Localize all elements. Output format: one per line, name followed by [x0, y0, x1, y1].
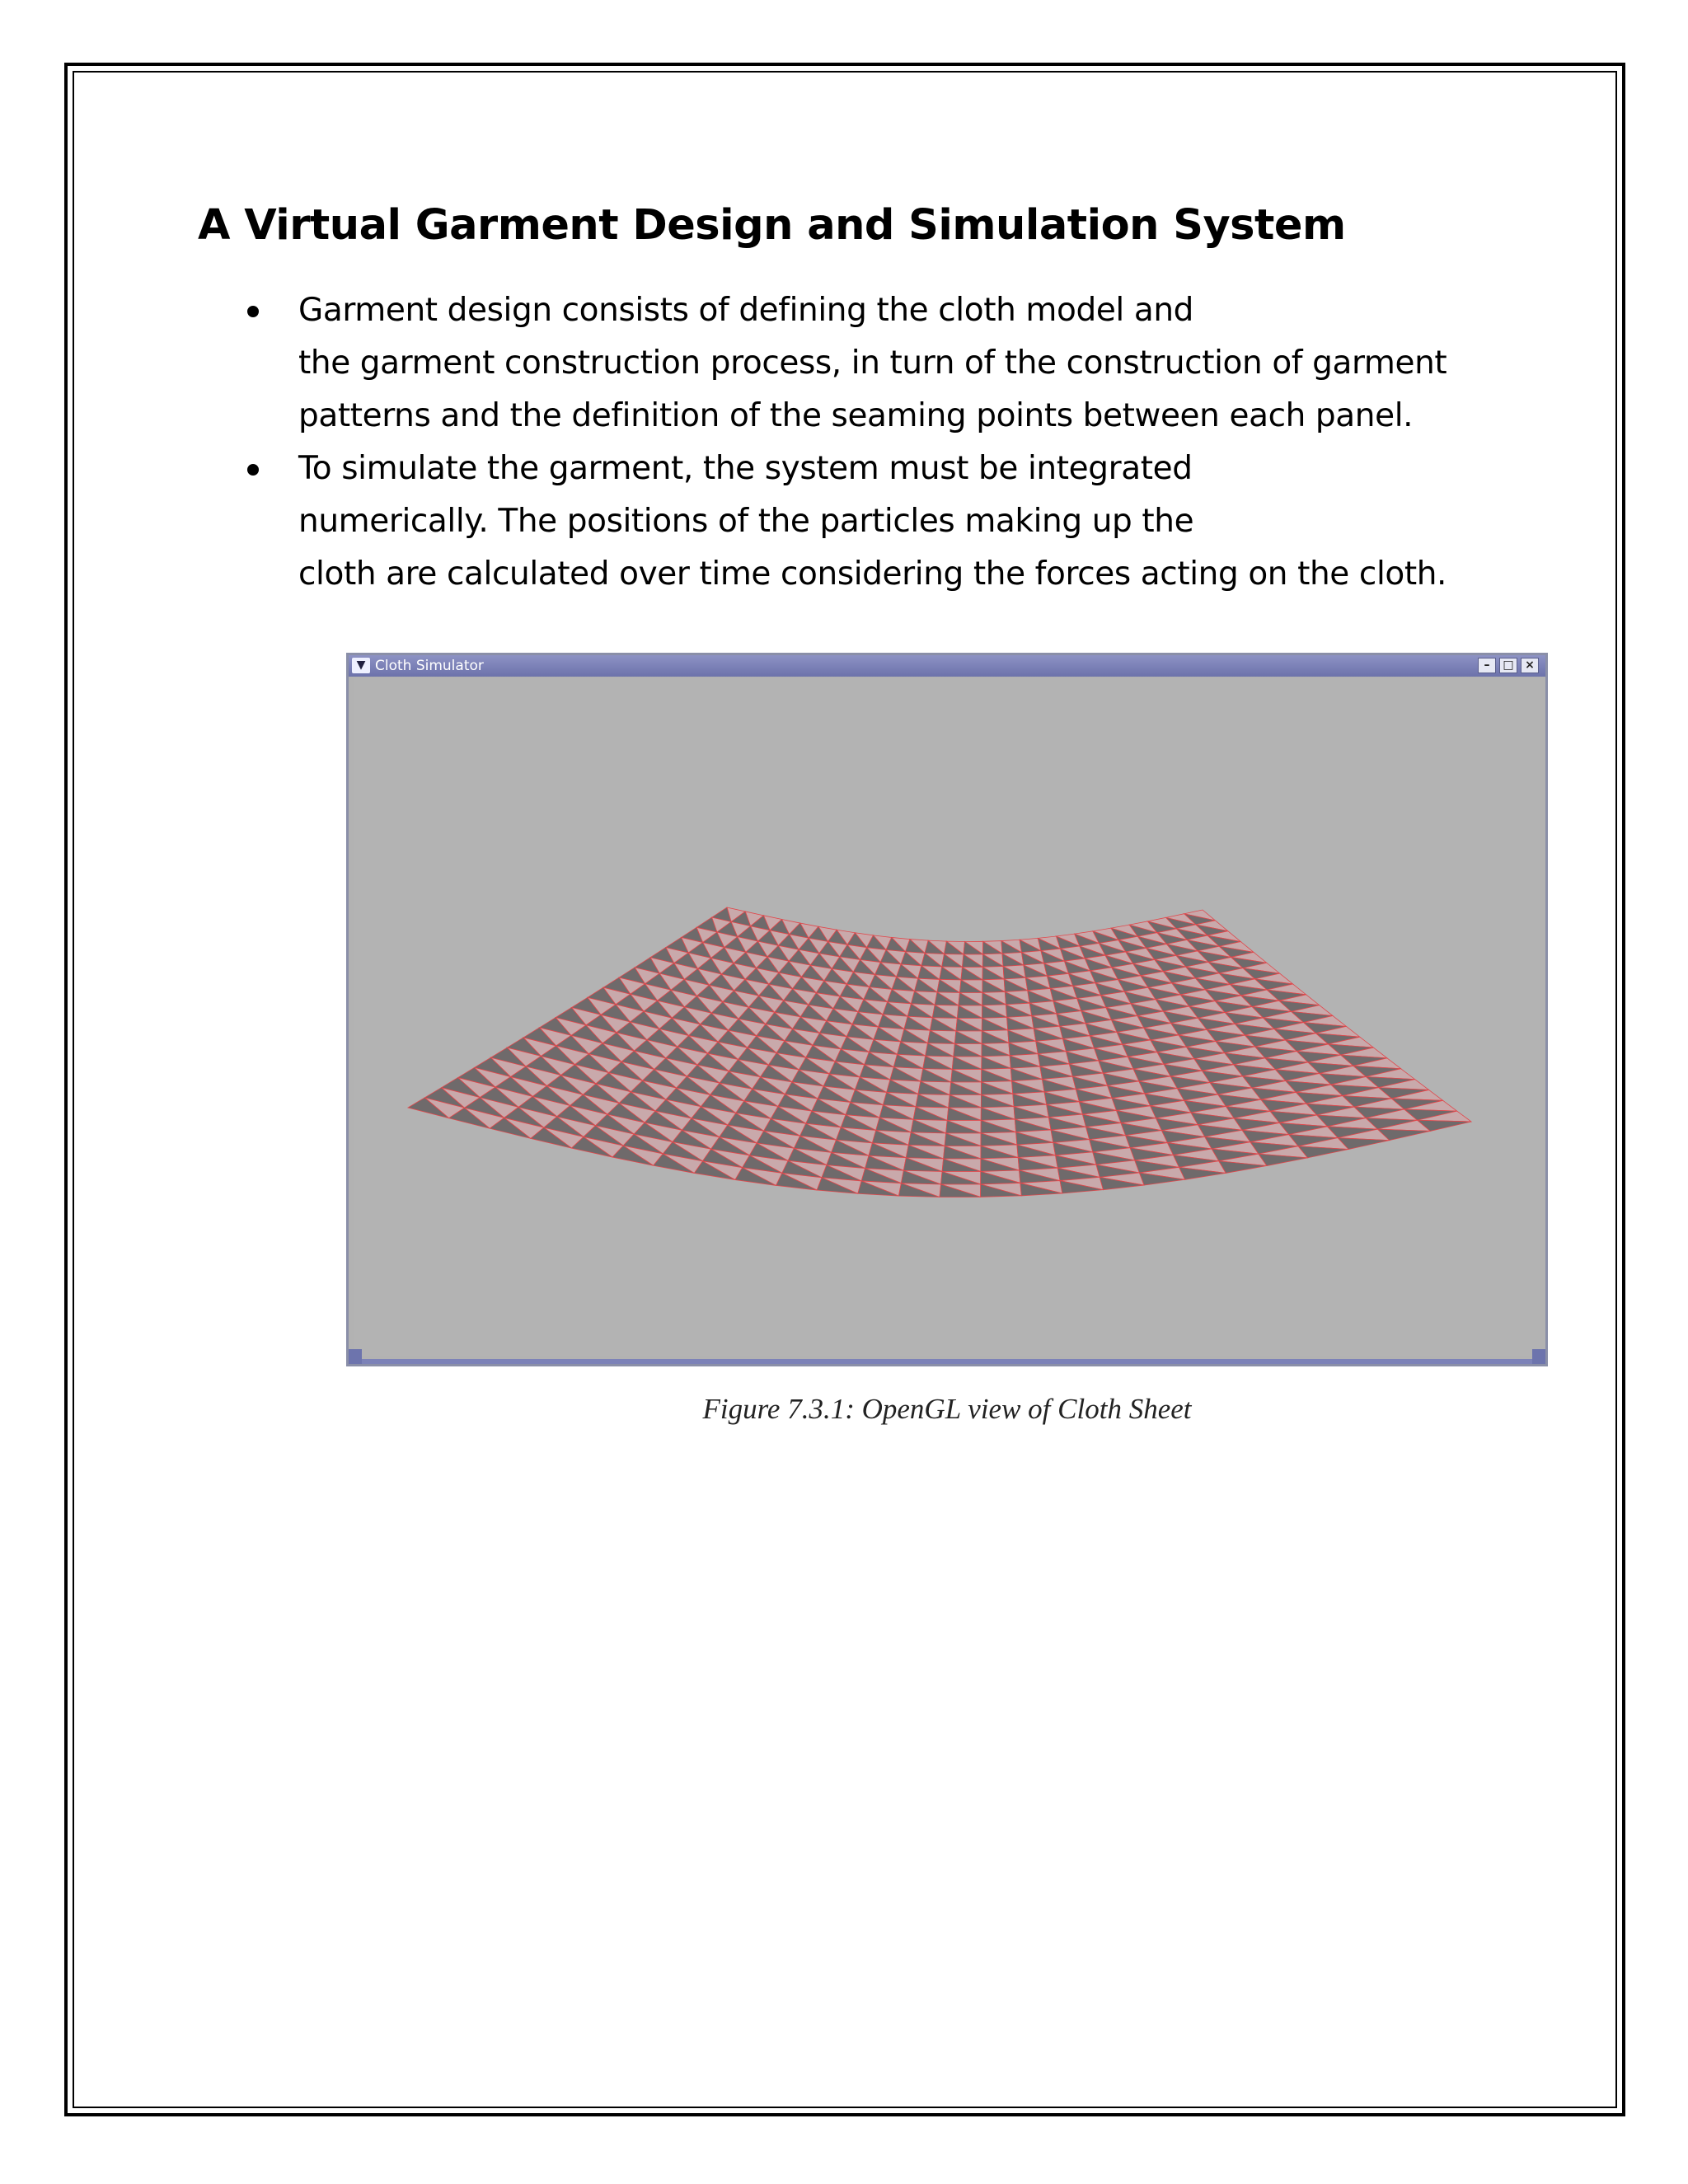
bullet-dot-icon — [247, 464, 259, 476]
opengl-viewport[interactable] — [354, 678, 1540, 1356]
maximize-icon[interactable]: □ — [1499, 658, 1517, 673]
bullet-line: cloth are calculated over time considering the forces acting on the cloth. — [298, 555, 1447, 593]
minimize-icon[interactable]: – — [1478, 658, 1496, 673]
bullet-list — [247, 284, 1447, 601]
close-icon[interactable]: × — [1521, 658, 1539, 673]
bullet-item — [247, 284, 1447, 443]
bullet-line: To simulate the garment, the system must be integrated — [298, 450, 1193, 487]
page-title: A Virtual Garment Design and Simulation System — [198, 201, 1346, 250]
cloth-sheet-mesh — [354, 678, 1540, 1356]
chevron-down-icon[interactable]: ▼ — [352, 658, 370, 673]
resize-handle-left[interactable] — [349, 1349, 362, 1364]
bullet-line: the garment construction process, in turn of the construction of garment — [298, 344, 1447, 382]
bullet-item — [247, 443, 1447, 601]
window-title: Cloth Simulator — [375, 658, 484, 674]
bullet-line: Garment design consists of defining the cloth model and — [298, 292, 1194, 329]
window-bottom-border — [349, 1359, 1545, 1364]
bullet-line: patterns and the definition of the seaming points between each panel. — [298, 397, 1414, 434]
bullet-line: numerically. The positions of the particles making up the — [298, 503, 1194, 540]
figure-caption: Figure 7.3.1: OpenGL view of Cloth Sheet — [702, 1393, 1192, 1425]
window-titlebar[interactable] — [349, 655, 1545, 677]
resize-handle-right[interactable] — [1532, 1349, 1545, 1364]
bullet-dot-icon — [247, 306, 259, 317]
cloth-simulator-window — [346, 653, 1548, 1366]
